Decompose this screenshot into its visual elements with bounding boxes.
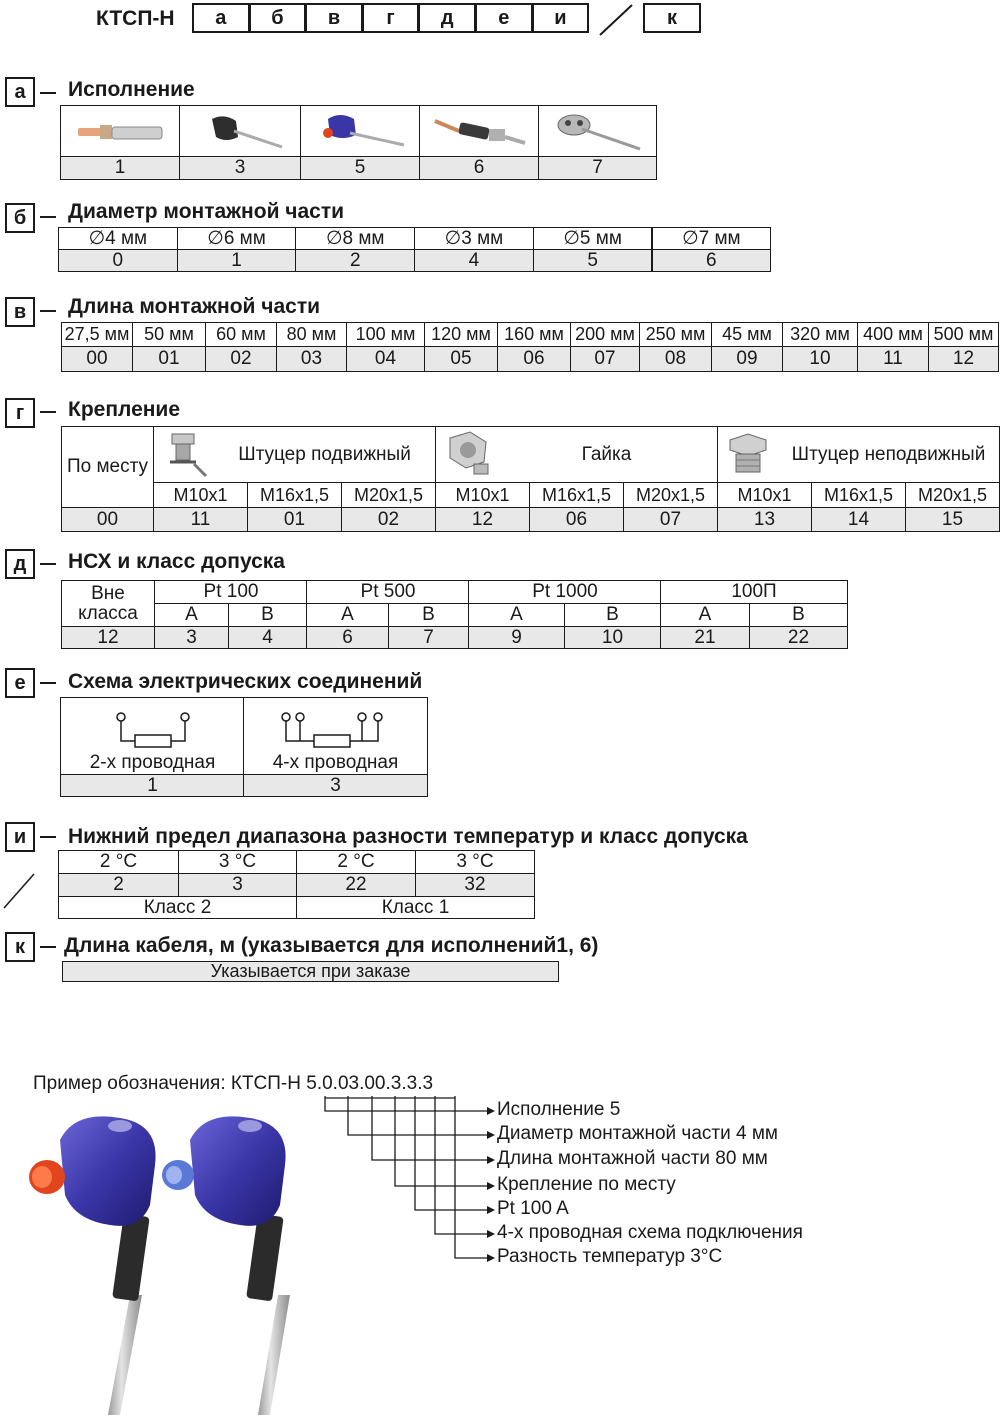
movable-fitting-icon [158, 428, 214, 482]
execution-image-cell [300, 105, 420, 157]
mounting-thread: M20x1,5 [623, 482, 718, 508]
tolerance-class: A [468, 603, 565, 627]
dash [40, 216, 56, 218]
length-code: 01 [132, 346, 206, 372]
mounting-thread: M10x1 [153, 482, 248, 508]
length-code: 11 [857, 346, 929, 372]
code-slot-5: е [475, 3, 533, 33]
execution-image-cell [538, 105, 657, 157]
thermocouple-illustration [20, 1110, 320, 1415]
section-letter-v: в [5, 297, 35, 327]
diameter-label: ∅3 мм [414, 227, 534, 250]
temp-diff-code: 22 [296, 873, 416, 897]
section-letter-e: е [5, 668, 35, 698]
wiring-label: 4-х проводная [272, 752, 399, 774]
length-label: 320 мм [782, 322, 858, 347]
dash [40, 836, 56, 838]
mounting-group-header [435, 426, 718, 483]
section-letter-b: б [5, 203, 35, 233]
code-slot-6: и [532, 3, 590, 33]
temp-diff-code: 32 [415, 873, 535, 897]
length-label: 45 мм [711, 322, 783, 347]
mounting-code: 15 [905, 507, 1000, 532]
probe-plug-head-icon [190, 111, 290, 151]
diameter-label: ∅4 мм [58, 227, 178, 250]
product-code: КТСП-Н [96, 7, 175, 30]
length-code: 04 [346, 346, 425, 372]
length-code: 03 [276, 346, 347, 372]
mounting-thread: M16x1,5 [247, 482, 342, 508]
section-title-v: Длина монтажной части [68, 295, 321, 318]
tolerance-class: A [306, 603, 389, 627]
mounting-group-name: Штуцер подвижный [238, 443, 411, 465]
sensor-type-label: Pt 1000 [468, 580, 662, 604]
sensor-code: 10 [564, 626, 661, 649]
diameter-label: ∅5 мм [533, 227, 653, 250]
diameter-code: 2 [295, 249, 415, 272]
length-label: 250 мм [639, 322, 712, 347]
section-title-d: НСХ и класс допуска [68, 550, 285, 573]
length-label: 60 мм [205, 322, 277, 347]
probe-cable-fitting-icon [429, 111, 529, 151]
mounting-group-name: Гайка [581, 443, 632, 465]
tolerance-class: B [388, 603, 469, 627]
wiring-code: 3 [243, 774, 428, 797]
code-slot-0: а [192, 3, 250, 33]
sensor-code: 21 [660, 626, 750, 649]
tolerance-class: B [228, 603, 307, 627]
length-label: 160 мм [497, 322, 571, 347]
diameter-label: ∅7 мм [652, 227, 772, 250]
temp-diff-label: 3 °C [178, 850, 297, 874]
section-letter-a: а [5, 77, 35, 107]
mounting-code: 02 [341, 507, 436, 532]
section-title-e: Схема электрических соединений [68, 670, 423, 693]
execution-image-cell [419, 105, 539, 157]
mounting-thread: M10x1 [435, 482, 530, 508]
diameter-code: 4 [414, 249, 534, 272]
dash [40, 92, 56, 94]
separator-slash-icon [2, 872, 36, 910]
dash [40, 682, 56, 684]
length-code: 12 [928, 346, 999, 372]
section-letter-i: и [5, 822, 35, 852]
section-title-i: Нижний предел диапазона разности температур и класс допуска [68, 825, 748, 848]
sensor-type-label: Pt 500 [306, 580, 470, 604]
two-wire-circuit-icon [63, 711, 243, 753]
example-item: 4-х проводная схема подключения [497, 1222, 803, 1243]
mounting-thread: M10x1 [717, 482, 812, 508]
sensor-code: 6 [306, 626, 389, 649]
execution-image-cell [60, 105, 180, 157]
example-item: Исполнение 5 [497, 1099, 621, 1120]
temp-diff-code: 3 [178, 873, 297, 897]
temp-diff-code: 2 [58, 873, 179, 897]
probe-blue-head-icon [310, 111, 410, 151]
mounting-thread: M16x1,5 [529, 482, 624, 508]
sensor-type-label: 100П [660, 580, 848, 604]
wiring-diagram-cell [60, 697, 245, 775]
mounting-group-name: Штуцер неподвижный [791, 443, 986, 465]
code-slot-k: к [643, 3, 701, 33]
section-title-k: Длина кабеля, м (указывается для исполнений1, 6) [64, 934, 599, 957]
mounting-thread: M20x1,5 [905, 482, 1000, 508]
mounting-thread: M20x1,5 [341, 482, 436, 508]
temp-diff-label: 3 °C [415, 850, 535, 874]
dash [40, 310, 56, 312]
tolerance-class: B [564, 603, 661, 627]
length-code: 06 [497, 346, 571, 372]
temp-class-label: Класс 1 [296, 896, 535, 919]
length-label: 50 мм [132, 322, 206, 347]
sensor-code: 12 [61, 626, 155, 649]
mounting-code: 12 [435, 507, 530, 532]
example-item: Длина монтажной части 80 мм [497, 1148, 768, 1169]
temp-class-label: Класс 2 [58, 896, 297, 919]
execution-image-cell [179, 105, 301, 157]
wiring-label: 2-х проводная [89, 752, 216, 774]
execution-code: 6 [419, 156, 539, 180]
mounting-thread: M16x1,5 [811, 482, 906, 508]
probe-cable-icon [70, 111, 170, 151]
length-label: 120 мм [424, 322, 498, 347]
thermocouple-red-cap-icon [29, 1116, 156, 1415]
sensor-code: 9 [468, 626, 565, 649]
cable-length-note: Указывается при заказе [62, 961, 559, 982]
length-code: 07 [570, 346, 640, 372]
diameter-code: 6 [652, 249, 772, 272]
dash [40, 411, 56, 413]
probe-ceramic-head-icon [548, 111, 648, 151]
mounting-group-header [153, 426, 436, 483]
tolerance-class: B [749, 603, 848, 627]
mounting-code: 07 [623, 507, 718, 532]
mounting-code: 06 [529, 507, 624, 532]
length-label: 27,5 мм [61, 322, 133, 347]
four-wire-circuit-icon [246, 711, 426, 753]
example-item: Крепление по месту [497, 1174, 676, 1195]
example-item: Диаметр монтажной части 4 мм [497, 1123, 778, 1144]
length-code: 09 [711, 346, 783, 372]
diameter-code: 5 [533, 249, 653, 272]
length-code: 08 [639, 346, 712, 372]
mounting-group-header [717, 426, 1000, 483]
section-title-a: Исполнение [68, 78, 195, 101]
tolerance-class: A [660, 603, 750, 627]
separator-slash-icon [596, 3, 636, 37]
execution-code: 7 [538, 156, 657, 180]
mounting-code: 14 [811, 507, 906, 532]
thermocouple-blue-cap-icon [162, 1116, 290, 1415]
length-code: 02 [205, 346, 277, 372]
temp-diff-label: 2 °C [296, 850, 416, 874]
temp-diff-label: 2 °C [58, 850, 179, 874]
mounting-code: 13 [717, 507, 812, 532]
length-label: 400 мм [857, 322, 929, 347]
wiring-code: 1 [60, 774, 245, 797]
execution-code: 1 [60, 156, 180, 180]
section-letter-d: д [5, 549, 35, 579]
execution-code: 3 [179, 156, 301, 180]
example-item: Разность температур 3°С [497, 1246, 723, 1267]
section-title-b: Диаметр монтажной части [68, 200, 345, 223]
code-slot-4: д [418, 3, 476, 33]
code-slot-3: г [362, 3, 420, 33]
sensor-code: 22 [749, 626, 848, 649]
length-label: 80 мм [276, 322, 347, 347]
code-slot-1: б [249, 3, 307, 33]
sensor-type-label: Pt 100 [154, 580, 308, 604]
execution-code: 5 [300, 156, 420, 180]
diameter-label: ∅6 мм [177, 227, 297, 250]
nut-icon [440, 428, 496, 482]
mounting-local-label: По месту [61, 426, 154, 508]
dash [40, 563, 56, 565]
sensor-code: 7 [388, 626, 469, 649]
fixed-fitting-icon [722, 428, 778, 482]
example-caption: Пример обозначения: КТСП-Н 5.0.03.00.3.3.3 [33, 1073, 434, 1094]
length-label: 500 мм [928, 322, 999, 347]
length-label: 200 мм [570, 322, 640, 347]
mounting-code: 00 [61, 507, 154, 532]
length-label: 100 мм [346, 322, 425, 347]
section-letter-g: г [5, 398, 35, 428]
tolerance-class: A [154, 603, 229, 627]
section-letter-k: к [5, 932, 35, 962]
sensor-code: 4 [228, 626, 307, 649]
diameter-code: 0 [58, 249, 178, 272]
diameter-code: 1 [177, 249, 297, 272]
mounting-code: 01 [247, 507, 342, 532]
length-code: 00 [61, 346, 133, 372]
sensor-code: 3 [154, 626, 229, 649]
section-title-g: Крепление [68, 398, 181, 421]
diameter-label: ∅8 мм [295, 227, 415, 250]
length-code: 05 [424, 346, 498, 372]
example-bracket-lines [315, 1094, 515, 1269]
wiring-diagram-cell [243, 697, 428, 775]
code-slot-2: в [305, 3, 363, 33]
example-item: Pt 100 A [497, 1198, 569, 1219]
mounting-code: 11 [153, 507, 248, 532]
outside-class-label: Вне класса [61, 580, 155, 627]
length-code: 10 [782, 346, 858, 372]
dash [40, 946, 56, 948]
